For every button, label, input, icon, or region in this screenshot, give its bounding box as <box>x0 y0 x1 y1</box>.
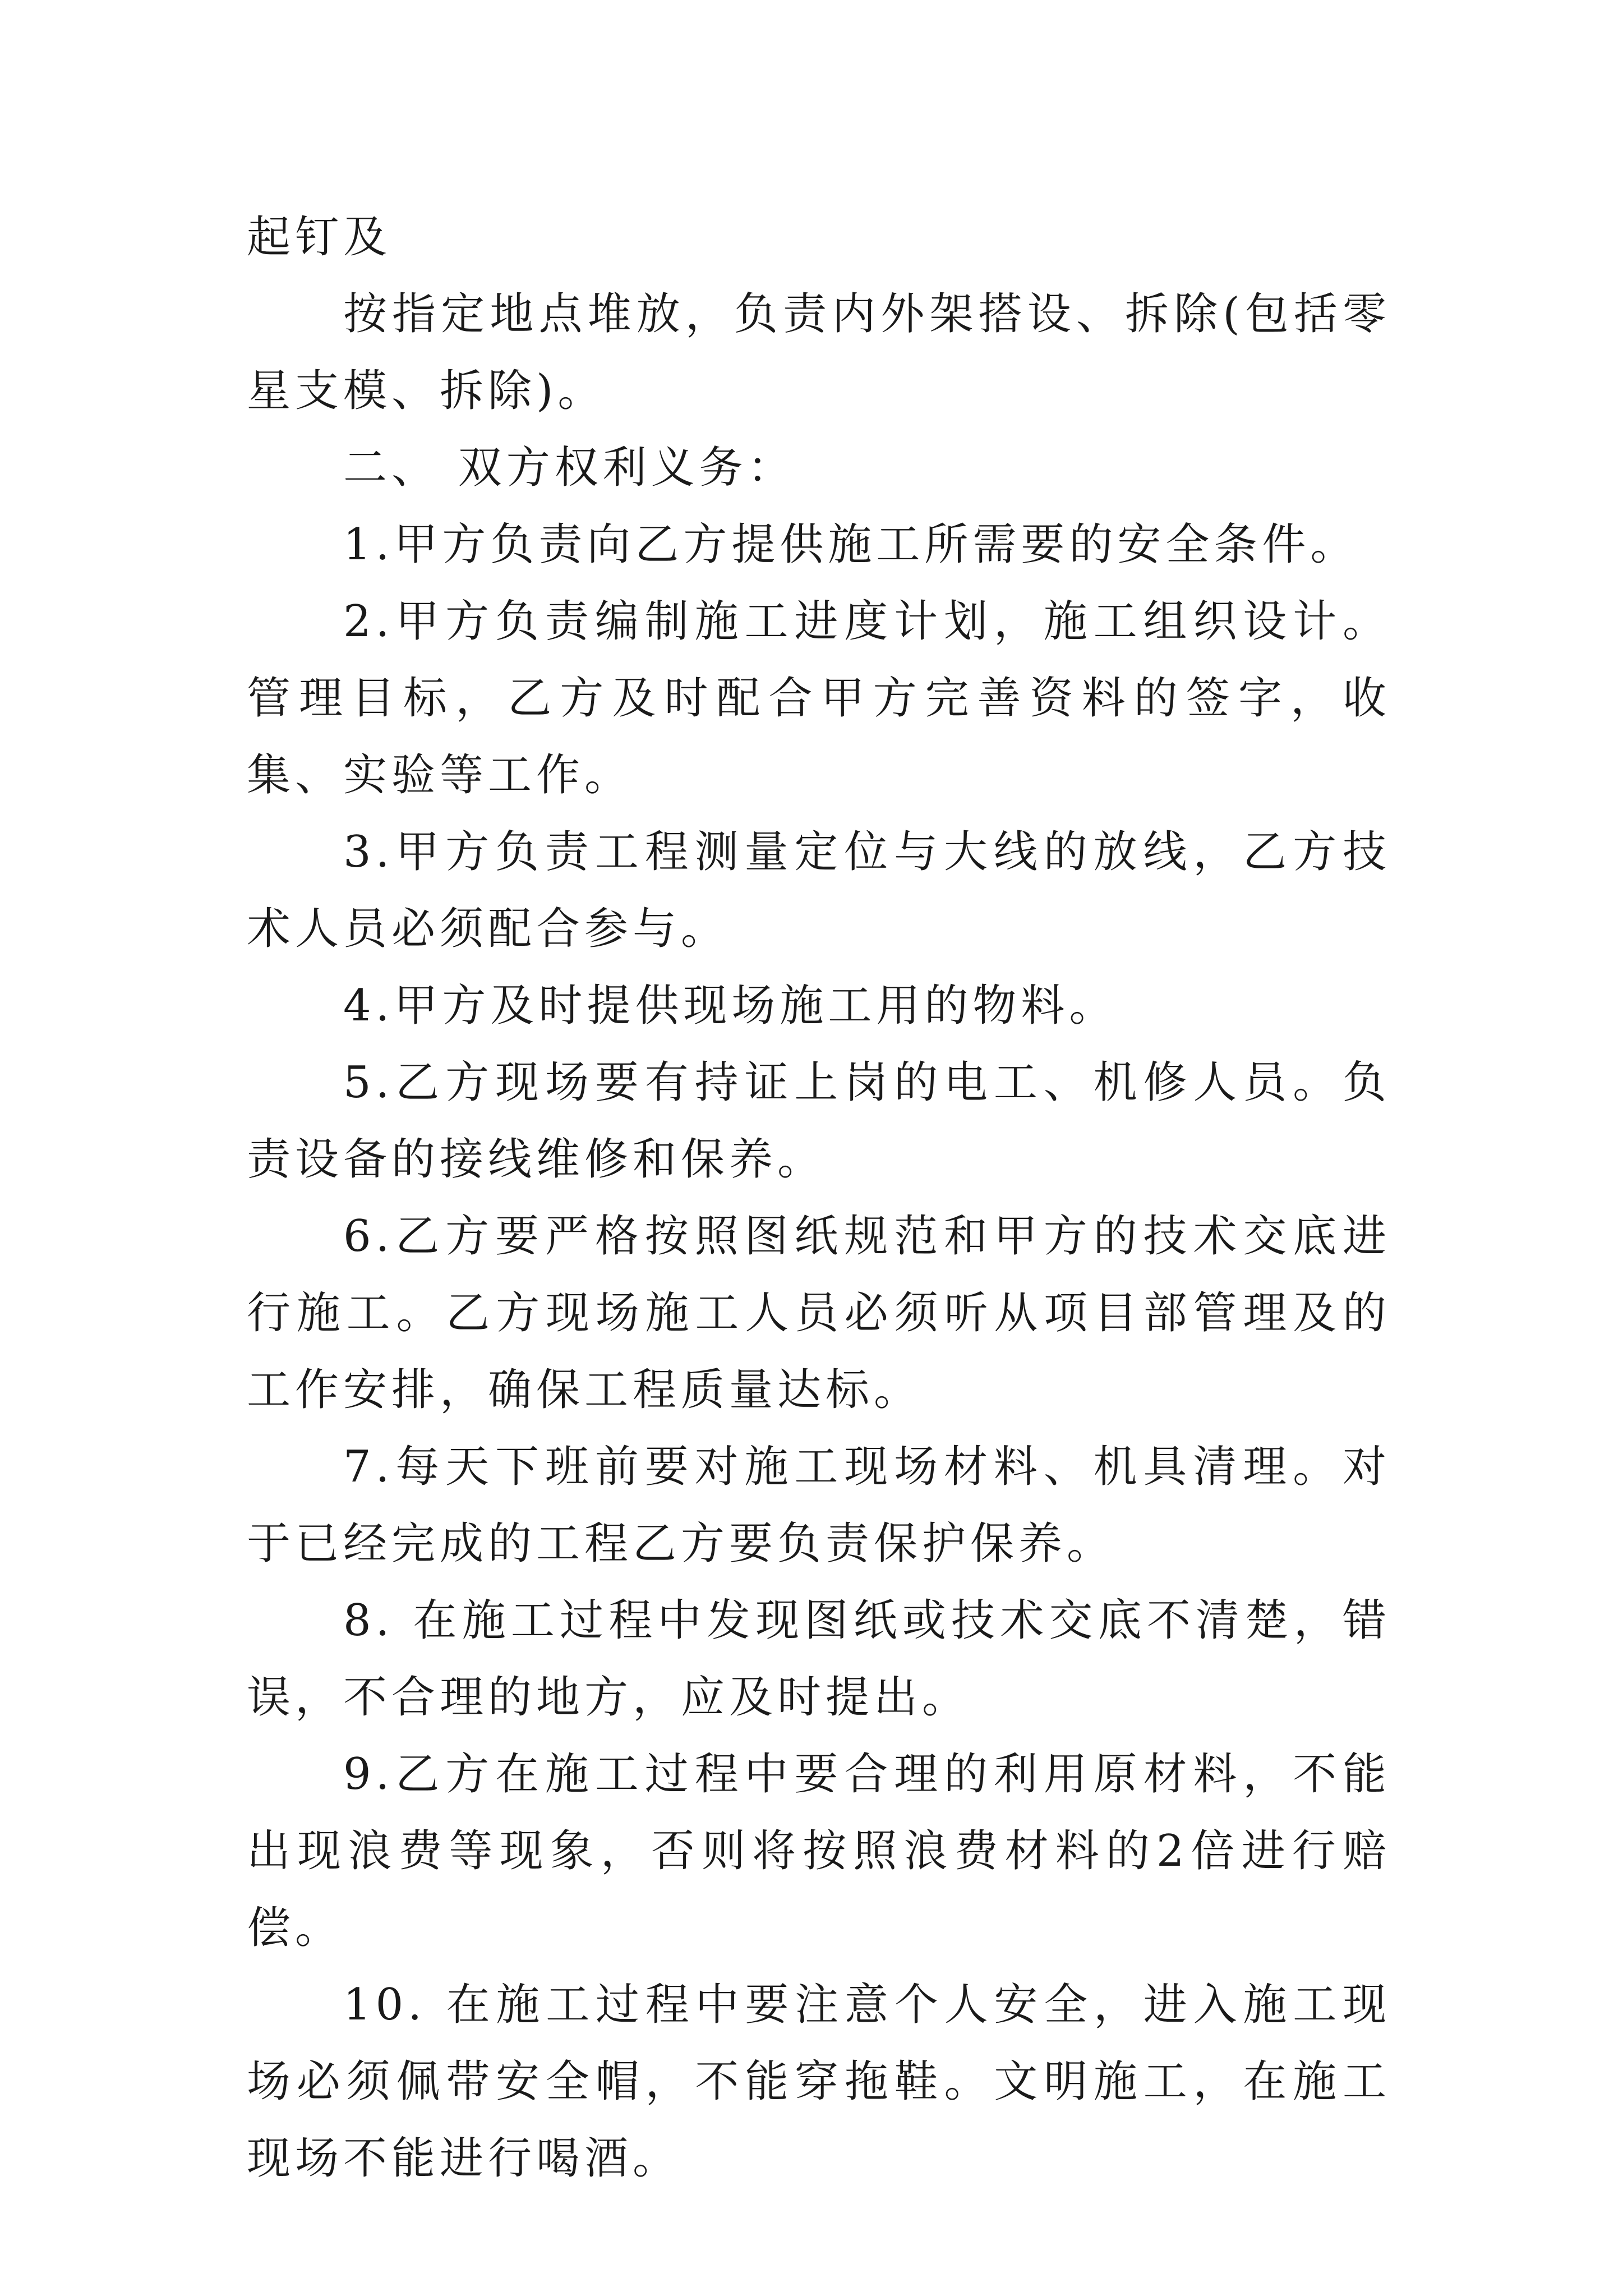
clause-10: 10. 在施工过程中要注意个人安全，进入施工现场必须佩带安全帽，不能穿拖鞋。文明施工，在施工现场不能进行喝酒。 <box>247 1980 1391 2184</box>
clause-4: 4.甲方及时提供现场施工用的物料。 <box>343 981 1118 1031</box>
paragraph-stacking-scaffold: 按指定地点堆放，负责内外架搭设、拆除(包括零星支模、拆除)。 <box>247 289 1391 416</box>
clause-6: 6.乙方要严格按照图纸规范和甲方的技术交底进行施工。乙方现场施工人员必须听从项目部管理及的工作安排，确保工程质量达标。 <box>247 1211 1391 1415</box>
clause-2: 2.甲方负责编制施工进度计划，施工组织设计。管理目标，乙方及时配合甲方完善资料的签字，收集、实验等工作。 <box>247 596 1391 800</box>
clause-1: 1.甲方负责向乙方提供施工所需要的安全条件。 <box>343 519 1359 570</box>
section-heading-rights-obligations: 二、 双方权利义务： <box>343 443 796 493</box>
clause-7: 7.每天下班前要对施工现场材料、机具清理。对于已经完成的工程乙方要负责保护保养。 <box>247 1442 1391 1569</box>
clause-3: 3.甲方负责工程测量定位与大线的放线，乙方技术人员必须配合参与。 <box>247 827 1391 954</box>
clause-8: 8. 在施工过程中发现图纸或技术交底不清楚，错误，不合理的地方，应及时提出。 <box>247 1595 1391 1723</box>
paragraph-continuation: 起钉及 <box>247 212 392 263</box>
clause-5: 5.乙方现场要有持证上岗的电工、机修人员。负责设备的接线维修和保养。 <box>247 1057 1391 1185</box>
clause-9: 9.乙方在施工过程中要合理的利用原材料，不能出现浪费等现象，否则将按照浪费材料的2倍进行赔偿。 <box>247 1749 1391 1953</box>
document-body <box>247 199 1391 2197</box>
